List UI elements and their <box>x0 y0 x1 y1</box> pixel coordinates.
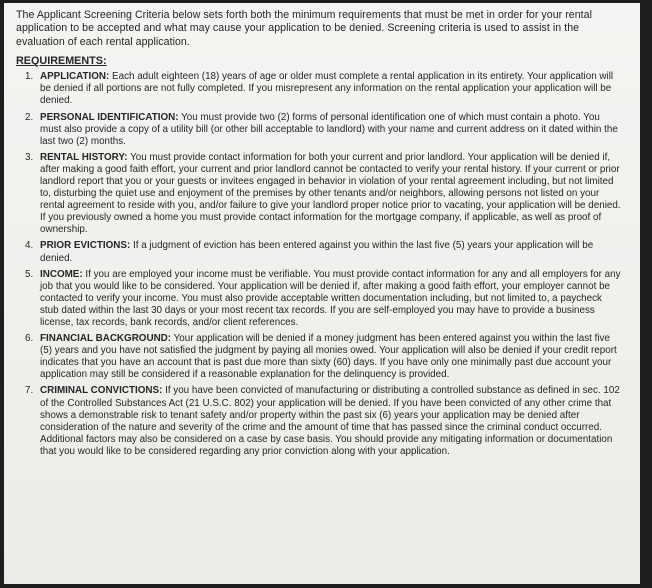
item-number: 7. <box>25 385 34 397</box>
requirement-item-application <box>16 71 622 107</box>
requirement-item-rental-history <box>16 152 622 237</box>
requirement-item-criminal-convictions <box>16 385 622 458</box>
item-number: 4. <box>25 240 34 252</box>
item-number: 2. <box>25 111 34 123</box>
item-text: If you have been convicted of manufacturing or distributing a controlled substance as defined in sec. 102 of the Controlled Substances Act (21 U.S.C. 802) your application will be denied. If you have been convicted of any other crime that shows a demonstrable risk to tenant safety and/or property within the past six (6) years your application may be denied after consideration of the nature and severity of the crime and the amount of time that has passed since the criminal conduct occurred. Additional factors may also be considered on a case by case basis. You should provide any mitigating information or documentation that you would like to be considered regarding any prior conviction along with your application. <box>40 385 620 457</box>
item-title: INCOME: <box>40 268 83 280</box>
item-number: 5. <box>25 268 34 280</box>
item-title: FINANCIAL BACKGROUND: <box>40 333 172 345</box>
item-number: 1. <box>25 71 34 83</box>
requirement-item-prior-evictions <box>16 240 622 264</box>
item-number: 3. <box>25 151 34 163</box>
item-title: APPLICATION: <box>40 71 110 83</box>
item-text: You must provide contact information for both your current and prior landlord. Your application will be denied if, after making a good faith effort, your current and prior landlord cannot be contacted to verify your rental history. If your current or prior landlord report that you or your guests or invitees engaged in behavior in violation of your rental agreement including, but not limited to, disturbing the quiet use and enjoyment of the premises by other tenants and/or neighbors, allowing persons not listed on your rental agreement to reside with you, and/or failure to give your landlord proper notice prior to vacating, your application will be denied. If you previously owned a home you must provide contact information for the mortgage company, if applicable, as well as proof of ownership. <box>40 151 621 236</box>
item-text: Your application will be denied if a money judgment has been entered against you within the last five (5) years and you have not satisfied the judgment by paying all monies owed. Your application will also be denied if your credit report indicates that you have an account that is past due more than sixty (60) days. If you have only one minimally past due account your application may still be considered if a reasonable explanation for the delinquency is provided. <box>40 333 617 381</box>
item-text: Each adult eighteen (18) years of age or older must complete a rental application in its entirety. Your application will be denied if all portions are not fully completed. If you misrepresent any information on the rental application your application will be denied. <box>40 71 614 107</box>
item-title: CRIMINAL CONVICTIONS: <box>40 385 163 397</box>
item-title: RENTAL HISTORY: <box>40 151 128 163</box>
item-number: 6. <box>25 333 34 345</box>
requirement-item-income <box>16 269 622 329</box>
document-page <box>4 3 640 584</box>
requirements-list <box>16 71 622 458</box>
requirement-item-financial-background <box>16 333 622 381</box>
item-title: PERSONAL IDENTIFICATION: <box>40 111 179 123</box>
intro-paragraph: The Applicant Screening Criteria below sets forth both the minimum requirements that must be met in order for your rental application to be accepted and what may cause your application to be denied. Screening criteria is used to assist in the evaluation of each rental application. <box>16 9 593 48</box>
requirements-heading: REQUIREMENTS: <box>16 55 107 68</box>
item-title: PRIOR EVICTIONS: <box>40 240 131 252</box>
item-text: If a judgment of eviction has been entered against you within the last five (5) years your application will be denied. <box>40 240 594 264</box>
background-edge <box>640 0 652 588</box>
requirement-item-personal-identification <box>16 112 622 148</box>
item-text: If you are employed your income must be verifiable. You must provide contact information for any and all employers for any job that you would like to be considered. Your application will be denied if, after making a good faith effort, your employer cannot be contacted to verify your income. You must also provide acceptable written documentation including, but not limited to, a paycheck stub dated within the last 30 days or your most recent tax records. If you are self-employed you may have to provide a business license, tax records, bank records, and/or client references. <box>40 268 621 328</box>
item-text: You must provide two (2) forms of personal identification one of which must contain a photo. You must also provide a copy of a utility bill (or other bill acceptable to landlord) with your name and current address on it dated within the last two (2) months. <box>40 111 618 147</box>
